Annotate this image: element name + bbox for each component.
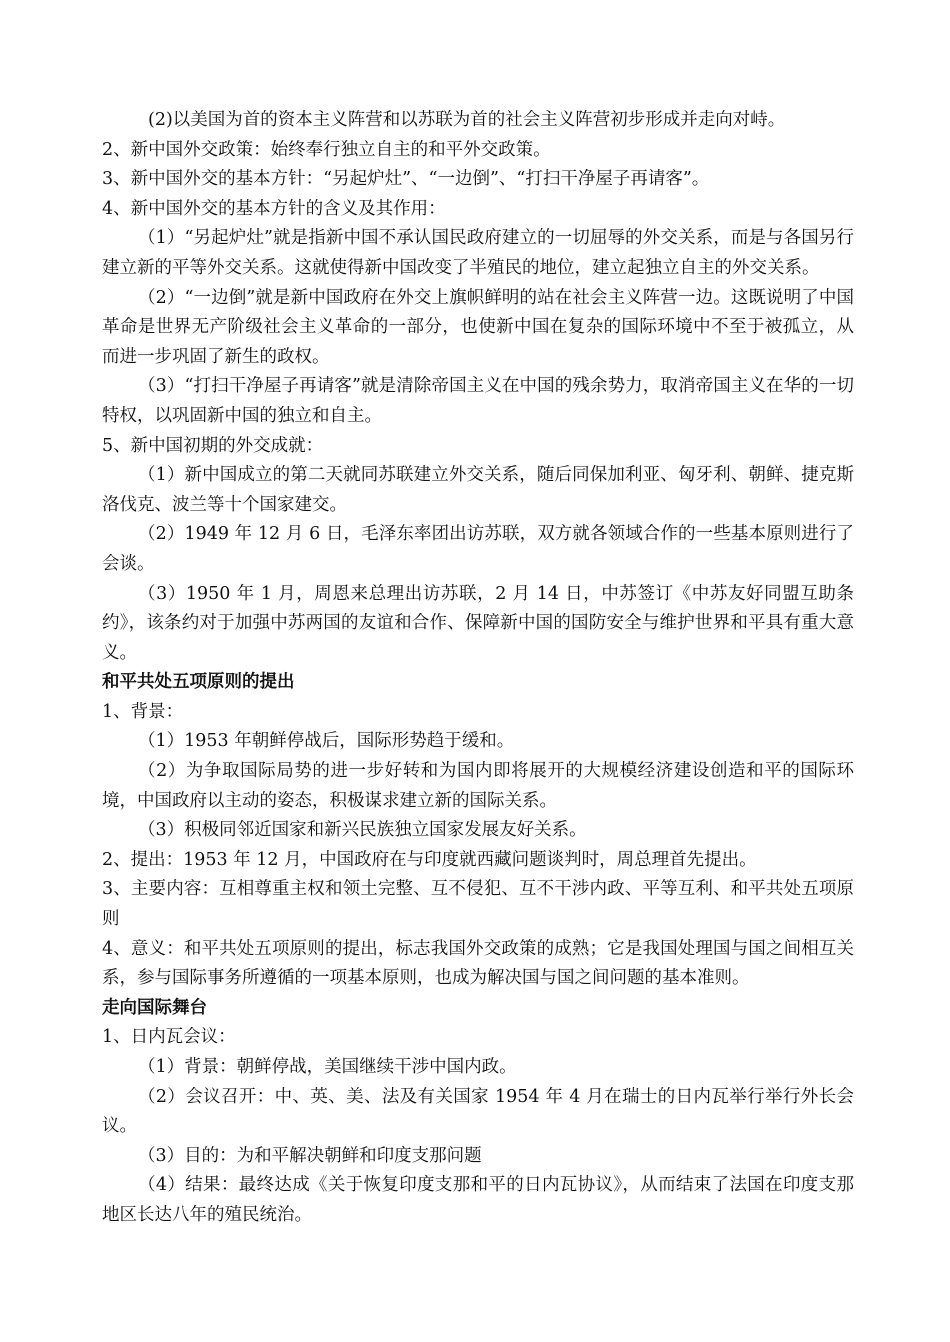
paragraph: （2）为争取国际局势的进一步好转和为国内即将展开的大规模经济建设创造和平的国际环境，中国政府以主动的姿态，积极谋求建立新的国际关系。 <box>102 761 854 811</box>
paragraph: 1、背景： <box>102 701 184 722</box>
paragraph: 3、新中国外交的基本方针：“另起炉灶”、“一边倒”、“打扫干净屋子再请客”。 <box>102 169 710 190</box>
paragraph: （1）1953 年朝鲜停战后，国际形势趋于缓和。 <box>138 731 515 752</box>
paragraph: 2、提出：1953 年 12 月，中国政府在与印度就西藏问题谈判时，周总理首先提出。 <box>102 849 757 870</box>
paragraph: （2）“一边倒”就是新中国政府在外交上旗帜鲜明的站在社会主义阵营一边。这既说明了中国革命是世界无产阶级社会主义革命的一部分，也使新中国在复杂的国际环境中不至于被孤立，从而进一步巩固了新生的政权。 <box>102 287 854 367</box>
section-heading: 和平共处五项原则的提出 <box>102 672 295 693</box>
paragraph: 4、新中国外交的基本方针的含义及其作用： <box>102 198 446 219</box>
paragraph: 3、主要内容：互相尊重主权和领土完整、互不侵犯、互不干涉内政、平等互利、和平共处五项原则 <box>102 879 854 930</box>
paragraph: 2、新中国外交政策：始终奉行独立自主的和平外交政策。 <box>102 139 551 160</box>
paragraph: （1）“另起炉灶”就是指新中国不承认国民政府建立的一切屈辱的外交关系，而是与各国另行建立新的平等外交关系。这就使得新中国改变了半殖民的地位，建立起独立自主的外交关系。 <box>102 228 854 278</box>
paragraph: （3）“打扫干净屋子再请客”就是清除帝国主义在中国的残余势力，取消帝国主义在华的一切特权，以巩固新中国的独立和自主。 <box>102 376 854 426</box>
paragraph: （1）背景：朝鲜停战，美国继续干涉中国内政。 <box>138 1057 517 1077</box>
paragraph: （2）1949 年 12 月 6 日，毛泽东率团出访苏联，双方就各领域合作的一些基本原则进行了会谈。 <box>102 524 854 574</box>
section-heading: 走向国际舞台 <box>102 997 207 1018</box>
paragraph: (2)以美国为首的资本主义阵营和以苏联为首的社会主义阵营初步形成并走向对峙。 <box>148 110 786 130</box>
paragraph: （2）会议召开：中、英、美、法及有关国家 1954 年 4 月在瑞士的日内瓦举行举行外长会议。 <box>102 1086 854 1137</box>
document-body <box>102 106 854 1231</box>
paragraph: 1、日内瓦会议： <box>102 1027 236 1048</box>
paragraph: （3）积极同邻近国家和新兴民族独立国家发展友好关系。 <box>138 820 587 841</box>
paragraph: （3）目的：为和平解决朝鲜和印度支那问题 <box>138 1145 482 1166</box>
paragraph: 4、意义：和平共处五项原则的提出，标志我国外交政策的成熟；它是我国处理国与国之间相互关系，参与国际事务所遵循的一项基本原则，也成为解决国与国之间问题的基本准则。 <box>102 938 854 989</box>
paragraph: （4）结果：最终达成《关于恢复印度支那和平的日内瓦协议》，从而结束了法国在印度支那地区长达八年的殖民统治。 <box>102 1175 854 1225</box>
paragraph: （1）新中国成立的第二天就同苏联建立外交关系，随后同保加利亚、匈牙利、朝鲜、捷克斯洛伐克、波兰等十个国家建交。 <box>102 465 854 515</box>
paragraph: （3）1950 年 1 月，周恩来总理出访苏联，2 月 14 日，中苏签订《中苏友好同盟互助条约》，该条约对于加强中苏两国的友谊和合作、保障新中国的国防安全与维护世界和平具有重大意义。 <box>102 583 854 663</box>
paragraph: 5、新中国初期的外交成就： <box>102 435 324 456</box>
